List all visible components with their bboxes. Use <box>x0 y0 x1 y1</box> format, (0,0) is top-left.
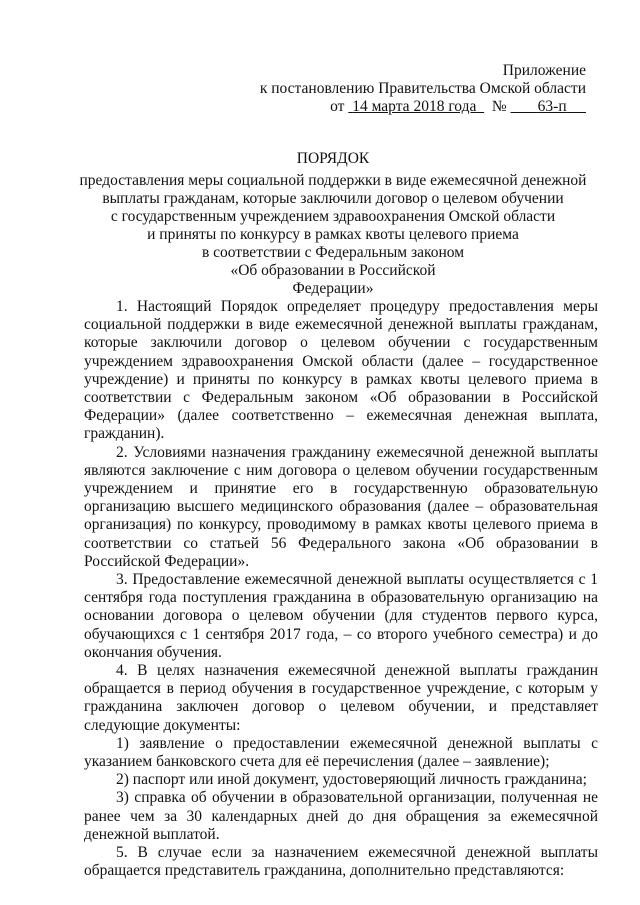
paragraph-3: 3. Предоставление ежемесячной денежной выплаты осуществляется с 1 сентября года поступления гражданина в образовательную организацию на основании договора о целевом обучении (для студентов первого курса, обучающихся с 1 сентября 2017 года, – со второго учебного семестра) и до окончания обучения. <box>84 571 598 661</box>
paragraph-4: 4. В целях назначения ежемесячной денежной выплаты гражданин обращается в период обучения в государственное учреждение, с которым у гражданина заключен договор о целевом обучении, и представляет следующие документы: <box>84 662 598 734</box>
document-body <box>84 298 598 881</box>
document-title <box>78 150 588 298</box>
appendix-from: от <box>330 98 345 115</box>
title-line: «Об образовании в Российской <box>230 262 436 279</box>
list-item-3: 3) справка об обучении в образовательной организации, полученная не ранее чем за 30 календарных дней до дня обращения за ежемесячной денежной выплатой. <box>84 789 598 843</box>
paragraph-2: 2. Условиями назначения гражданину ежемесячной денежной выплаты являются заключение с ним договора о целевом обучении государственным учреждением и принятие его в государственную образовательную организацию высшего медицинского образования (далее – образовательная организация) по конкурсу, проводимому в рамках квоты целевого приема в соответствии со статьей 56 Федерального закона «Об образовании в Российской Федерации». <box>84 443 598 570</box>
title-line: предоставления меры социальной поддержки в виде ежемесячной денежной <box>79 172 587 189</box>
list-item-1: 1) заявление о предоставлении ежемесячной денежной выплаты с указанием банковского счета для её перечисления (далее – заявление); <box>84 734 598 771</box>
appendix-decree: к постановлению Правительства Омской области <box>259 80 586 97</box>
title-line: и приняты по конкурсу в рамках квоты целевого приема <box>147 226 519 243</box>
paragraph-5: 5. В случае если за назначением ежемесячной денежной выплаты обращается представитель гражданина, дополнительно представляются: <box>84 844 598 880</box>
appendix-number-sign: № <box>491 98 507 115</box>
list-item-2: 2) паспорт или иной документ, удостоверяющий личность гражданина; <box>116 771 587 789</box>
title-line: с государственным учреждением здравоохранения Омской области <box>110 208 556 225</box>
title-heading: ПОРЯДОК <box>296 150 370 167</box>
appendix-date-number <box>0 98 586 116</box>
appendix-label: Приложение <box>502 62 586 79</box>
paragraph-1: 1. Настоящий Порядок определяет процедуру предоставления меры социальной поддержки в виде ежемесячной денежной выплаты гражданам, которые заключили договор о целевом обучении с государственным учреждением здравоохранения Омской области (далее – государственное учреждение) и приняты по конкурсу в рамках квоты целевого приема в соответствии с Федеральным законом «Об образовании в Российской Федерации» (далее соответственно – ежемесячная денежная выплата, гражданин). <box>84 298 598 443</box>
appendix-number: 63-п <box>537 98 567 115</box>
appendix-date: 14 марта 2018 года <box>352 98 477 115</box>
title-line: Федерации» <box>292 280 374 297</box>
title-line: выплаты гражданам, которые заключили договор о целевом обучении <box>102 190 564 207</box>
title-line: в соответствии с Федеральным законом <box>201 244 465 261</box>
